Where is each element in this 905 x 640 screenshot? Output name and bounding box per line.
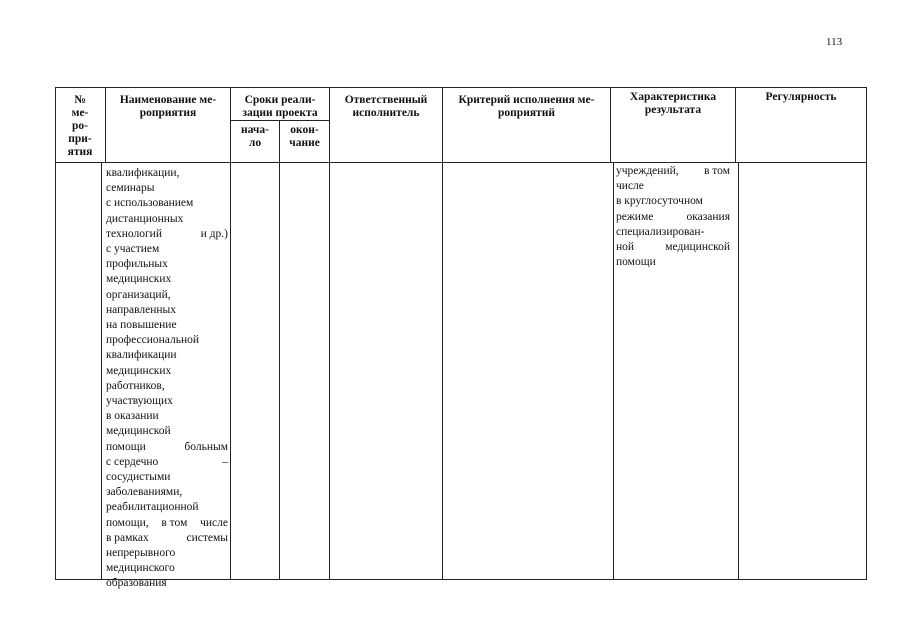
header-terms-line: зации проекта (242, 107, 318, 119)
cell-text-fragment: медицинских (106, 273, 172, 286)
cell-text-fragment: с использованием (106, 197, 194, 210)
cell-text-fragment: с участием (106, 243, 160, 256)
cell-text-fragment: ной (616, 241, 635, 254)
header-responsible (330, 94, 442, 120)
table-left-border (55, 87, 56, 580)
header-number-line: № (74, 94, 86, 106)
cell-text-line (616, 240, 730, 255)
header-number-line: при- (68, 133, 92, 145)
cell-text-line (106, 288, 228, 303)
header-responsible-line: Ответственный (344, 94, 428, 106)
header-criterion-line: Критерий исполнения ме- (458, 94, 595, 106)
cell-text-line (616, 179, 730, 194)
table-right-border (866, 87, 867, 580)
cell-text-line (106, 242, 228, 257)
cell-text-fragment: заболеваниями, (106, 486, 183, 499)
cell-text-fragment: в рамках (106, 531, 149, 544)
cell-text-fragment: сосудистыми (106, 471, 171, 484)
cell-text-fragment: в том (704, 165, 730, 177)
cell-text-fragment: помощи (616, 256, 656, 269)
header-number-line: ятия (67, 146, 93, 158)
header-start-line: нача- (241, 124, 269, 136)
cell-text-line (106, 318, 228, 333)
cell-text-fragment: непрерывного (106, 547, 176, 560)
cell-text-fragment: с сердечно (106, 455, 159, 468)
header-terms-line: Сроки реали- (244, 94, 316, 106)
cell-text-fragment: помощи, (106, 516, 149, 529)
cell-text-fragment: семинары (106, 182, 155, 195)
cell-text-fragment: участвующих (106, 395, 173, 408)
cell-text-fragment: учреждений, (616, 165, 679, 177)
cell-text-line (106, 394, 228, 409)
cell-text-fragment: реабилитационной (106, 501, 199, 514)
header-terms (231, 94, 329, 120)
cell-text-fragment: организаций, (106, 288, 171, 301)
cell-text-fragment: числе (616, 180, 644, 193)
cell-text-line (106, 379, 228, 394)
cell-text-line (616, 255, 730, 270)
cell-text-line (106, 333, 228, 348)
cell-text-line (106, 561, 228, 576)
col-divider-end-responsible (329, 87, 330, 580)
cell-text-line (616, 164, 730, 179)
header-criterion-line: роприятий (498, 107, 555, 119)
cell-text-fragment: технологий (106, 227, 162, 240)
header-characteristic (611, 91, 735, 117)
header-end-line: окон- (290, 124, 319, 136)
cell-text-line (106, 424, 228, 439)
header-end-line: чание (289, 137, 320, 149)
cell-text-fragment: образования (106, 577, 167, 590)
cell-text-fragment: на повышение (106, 319, 177, 332)
cell-text-line (106, 348, 228, 363)
col-divider-char-reg (738, 162, 739, 580)
header-regularity-line: Регулярность (765, 91, 837, 103)
cell-text-line (616, 225, 730, 240)
header-criterion (443, 94, 610, 120)
cell-name (106, 166, 228, 592)
header-start (231, 124, 279, 150)
cell-text-line (106, 455, 228, 470)
col-divider-num-name (101, 162, 102, 580)
cell-text-line (616, 194, 730, 209)
cell-text-fragment: специализирован- (616, 225, 705, 238)
header-number (55, 94, 105, 159)
cell-text-fragment: работников, (106, 379, 165, 392)
page-number: 113 (826, 36, 843, 48)
cell-text-fragment: квалификации, (106, 167, 180, 179)
cell-text-fragment: – (222, 455, 228, 468)
header-regularity (736, 91, 866, 104)
col-divider-responsible-criterion (442, 87, 443, 580)
cell-text-fragment: в оказании (106, 410, 159, 423)
cell-text-line (106, 257, 228, 272)
header-bottom-border (55, 162, 867, 163)
cell-text-fragment: медицинской (106, 425, 171, 438)
cell-text-fragment: режиме (616, 210, 654, 223)
cell-text-line (106, 500, 228, 515)
cell-text-line (106, 470, 228, 485)
col-divider-criterion-char (613, 162, 614, 580)
cell-text-line (106, 485, 228, 500)
cell-text-fragment: профильных (106, 258, 168, 271)
cell-text-line (616, 210, 730, 225)
cell-text-fragment: профессиональной (106, 334, 200, 347)
header-characteristic-line: Характеристика (629, 91, 717, 103)
col-divider-name-start (230, 87, 231, 580)
cell-text-line (106, 166, 228, 181)
header-name-line: роприятия (139, 107, 197, 119)
header-characteristic-line: результата (644, 104, 702, 116)
cell-text-fragment: больным (184, 440, 228, 453)
cell-text-line (106, 272, 228, 287)
cell-text-fragment: квалификации (106, 349, 177, 362)
cell-text-line (106, 409, 228, 424)
cell-text-line (106, 516, 228, 531)
cell-text-fragment: направленных (106, 303, 177, 316)
cell-text-line (106, 576, 228, 591)
cell-text-fragment: медицинской (665, 241, 730, 254)
col-divider-start-end (279, 120, 280, 580)
cell-text-fragment: помощи (106, 440, 146, 453)
cell-text-fragment: в том (161, 516, 188, 529)
cell-characteristic (616, 164, 730, 270)
cell-text-line (106, 181, 228, 196)
cell-text-line (106, 531, 228, 546)
cell-text-fragment: и др.) (200, 227, 228, 240)
header-name-line: Наименование ме- (119, 94, 217, 106)
cell-text-fragment: дистанционных (106, 212, 184, 225)
header-number-line: ро- (72, 120, 88, 132)
cell-text-line (106, 212, 228, 227)
cell-text-fragment: медицинского (106, 562, 175, 575)
cell-text-fragment: медицинских (106, 364, 172, 377)
cell-text-fragment: в круглосуточном (616, 195, 703, 208)
cell-text-line (106, 546, 228, 561)
cell-text-line (106, 303, 228, 318)
header-responsible-line: исполнитель (352, 107, 420, 119)
cell-text-line (106, 227, 228, 242)
cell-text-line (106, 364, 228, 379)
cell-text-line (106, 440, 228, 455)
cell-text-fragment: оказания (686, 210, 730, 223)
cell-text-fragment: системы (186, 531, 228, 544)
header-number-line: ме- (71, 107, 89, 119)
cell-text-line (106, 196, 228, 211)
header-start-line: ло (248, 137, 262, 149)
table-top-border (55, 87, 867, 88)
cell-text-fragment: числе (200, 516, 228, 529)
header-name (106, 94, 230, 120)
header-end (280, 124, 329, 150)
